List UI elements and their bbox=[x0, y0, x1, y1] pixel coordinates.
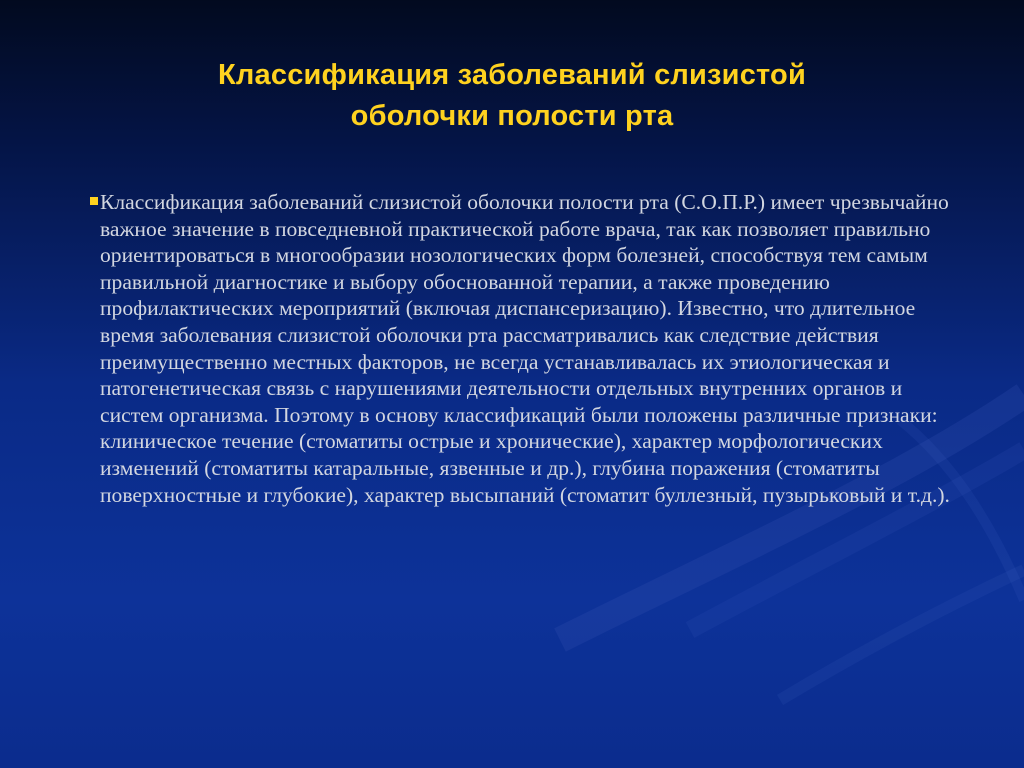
slide-title bbox=[60, 55, 964, 137]
slide-title-line-2: оболочки полости рта bbox=[350, 100, 674, 132]
bullet-paragraph: Классификация заболеваний слизистой оболочки полости рта (С.О.П.Р.) имеет чрезвычайно важное значение в повседневной практической работе врача, так как позволяет правильно ориентироваться в многообразии нозологических форм болезней, способствуя тем самым правильной диагностике и выбору обоснованной терапии, а также проведению профилактических мероприятий (включая диспансеризацию). Известно, что длительное время заболевания слизистой оболочки рта рассматривались как следствие действия преимущественно местных факторов, не всегда устанавливалась их этиологическая и патогенетическая связь с нарушениями деятельности отдельных внутренних органов и систем организма. Поэтому в основу классификаций были положены различные признаки: клиническое течение (стоматиты острые и хронические), характер морфологических изменений (стоматиты катаральные, язвенные и др.), глубина поражения (стоматиты поверхностные и глубокие), характер высыпаний (стоматит буллезный, пузырьковый и т.д.). bbox=[100, 190, 950, 507]
slide-content bbox=[90, 189, 970, 508]
slide-title-line-1: Классификация заболеваний слизистой bbox=[218, 59, 806, 91]
square-bullet-icon bbox=[90, 197, 98, 205]
